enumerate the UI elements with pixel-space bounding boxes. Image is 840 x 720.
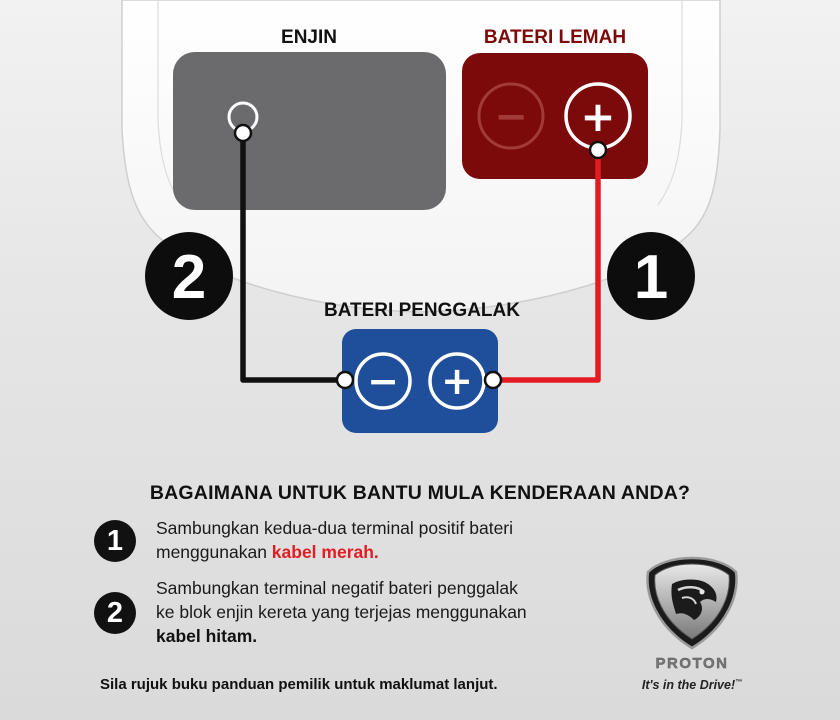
weak-battery-plus-icon: +: [580, 92, 616, 141]
instructions-title: BAGAIMANA UNTUK BANTU MULA KENDERAAN ANDA?: [149, 482, 691, 504]
brand-name: PROTON: [655, 655, 729, 672]
step-1-badge: 1: [94, 520, 136, 562]
proton-tiger-emblem-icon: [642, 554, 742, 652]
weak-battery-label: BATERI LEMAH: [483, 27, 627, 48]
step-2-text: [156, 576, 527, 648]
step-2-line-3: [156, 624, 527, 648]
brand-tagline-text: It's in the Drive!: [641, 678, 736, 692]
brand-tagline: [630, 678, 754, 692]
red-cable-clamp-booster: [485, 372, 501, 388]
step-2-highlight-black-cable: kabel hitam.: [156, 626, 258, 646]
diagram-step-2-badge: [145, 232, 233, 320]
engine-block: [173, 52, 446, 210]
step-1-text: [156, 516, 513, 564]
step-2-line-2: ke blok enjin kereta yang terjejas menggunakan: [156, 602, 527, 622]
red-cable-clamp-weak: [590, 142, 606, 158]
step-1-highlight-red-cable: kabel merah.: [271, 542, 379, 562]
step-2-line-1: Sambungkan terminal negatif bateri penggalak: [156, 578, 518, 598]
trademark-symbol: ™: [735, 678, 743, 686]
weak-battery-minus-icon: −: [494, 94, 528, 140]
diagram-step-1-number: 1: [633, 243, 669, 312]
engine-label: ENJIN: [281, 27, 337, 48]
footer-note: Sila rujuk buku panduan pemilik untuk maklumat lanjut.: [100, 676, 498, 693]
step-1-line-2: [156, 540, 513, 564]
booster-battery-plus-icon: +: [441, 359, 473, 403]
black-cable-clamp-engine: [235, 125, 251, 141]
step-1-line-1: Sambungkan kedua-dua terminal positif bateri: [156, 518, 514, 538]
step-2-badge: 2: [94, 592, 136, 634]
diagram-step-2-number: 2: [171, 243, 207, 312]
weak-battery: [462, 53, 648, 179]
booster-battery-label: BATERI PENGGALAK: [324, 300, 520, 321]
booster-battery-minus-icon: −: [367, 359, 399, 403]
black-cable-clamp-booster: [337, 372, 353, 388]
booster-battery: [342, 329, 498, 433]
diagram-step-1-badge: [607, 232, 695, 320]
step-1-line-2-prefix: menggunakan: [156, 542, 272, 562]
